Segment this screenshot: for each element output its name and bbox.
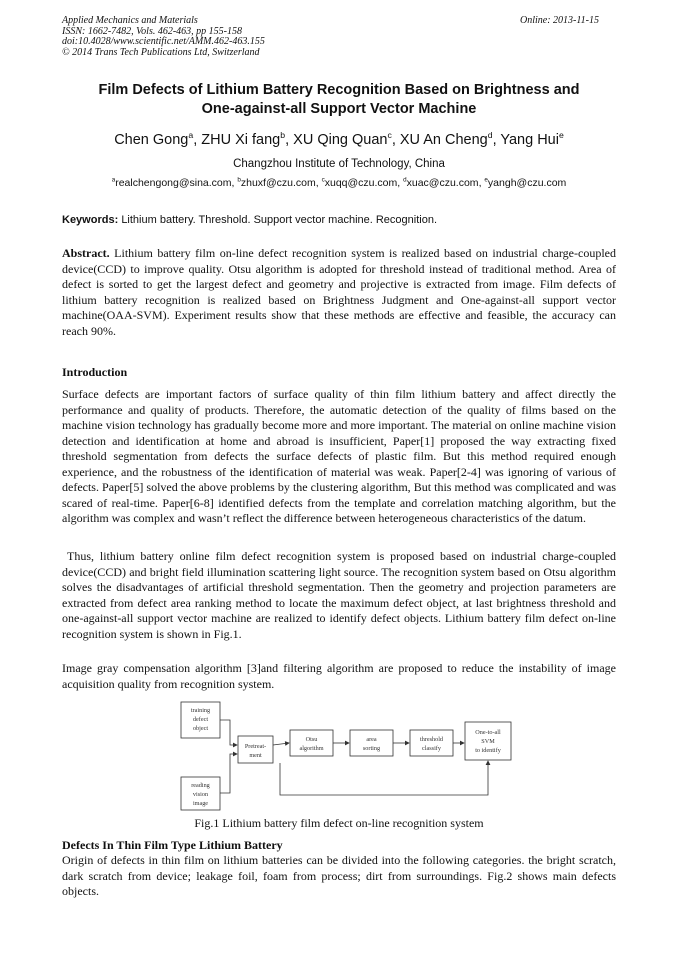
affiliation: Changzhou Institute of Technology, China — [233, 158, 445, 170]
threshold-box — [410, 730, 453, 756]
journal-header — [62, 16, 265, 58]
reading-label-2: vision — [192, 791, 209, 798]
author: Yang Hui$^e$ — [500, 130, 564, 148]
svm-label-3: to identify — [475, 747, 501, 754]
area-label-2: sorting — [362, 745, 381, 752]
paper-title — [62, 81, 616, 119]
author: XU Qing Quan$^c$, — [293, 130, 400, 148]
abstract-label: Abstract. — [62, 246, 110, 260]
arrow-training-to-pretreat — [220, 720, 237, 745]
svm-label-2: SVM — [481, 738, 495, 745]
figure-1-caption: Fig.1 Lithium battery film defect on-line recognition system — [194, 816, 484, 830]
author: ZHU Xi fang$^b$, — [201, 130, 294, 148]
intro-paragraph-3: Image gray compensation algorithm [3]and filtering algorithm are proposed to reduce the instability of image acquisition quality from recognition system. — [62, 661, 616, 691]
arrow-pretreat-to-otsu — [273, 743, 289, 745]
email: $^d$xuac@czu.com, — [403, 176, 485, 189]
email: $^e$yangh@czu.com — [484, 176, 567, 189]
arrow-reading-to-pretreat — [220, 754, 237, 793]
abstract — [62, 246, 616, 339]
email-list — [62, 176, 616, 191]
otsu-label-2: algorithm — [299, 745, 324, 752]
title-line-1: Film Defects of Lithium Battery Recognition Based on Brightness and — [98, 82, 580, 98]
author-list — [62, 130, 616, 150]
intro-paragraph-1: Surface defects are important factors of surface quality of thin film lithium battery and affect directly the performance and quality of products. Therefore, the automatic detection of the quality of films based on the machine vision technology has gradually become more and more important. The material on online machine vision detection and identification at home and abroad is insufficient, Paper[1] proposed the way extracting fixed threshold segmentation from defects the surface defects of plastic film. But this method required enough experience, and the robustness of the identification of material was weak. Paper[2-4] was ignoring of various of defects. Paper[5] solved the above problems by the clustering algorithm, But this method was complicated and was scared of real-time. Paper[6-8] identified defects from the template and correlation matching algorithm, but the algorithm was complex and wasn’t reflect the difference between heterogeneous characteristics of the datum. — [62, 387, 616, 525]
keywords — [62, 213, 616, 228]
journal-name: Applied Mechanics and Materials — [62, 15, 198, 26]
area-sorting-box — [350, 730, 393, 756]
reading-label-3: image — [192, 800, 209, 807]
author: Chen Gong$^a$, — [114, 130, 202, 148]
otsu-label-1: Otsu — [305, 736, 318, 743]
email: $^c$xuqq@czu.com, — [321, 176, 404, 189]
keywords-label: Keywords: — [62, 214, 119, 226]
svm-label-1: One-to-all — [475, 729, 501, 736]
otsu-box — [290, 730, 333, 756]
area-label-1: area — [366, 736, 377, 743]
threshold-label-2: classify — [422, 745, 441, 752]
figure-1-diagram — [150, 697, 520, 812]
email: $^a$realchengong@sina.com, — [111, 176, 238, 189]
defects-paragraph-1: Origin of defects in thin film on lithium batteries can be divided into the following categories. the bright scratch, dark scratch from device; leakage foil, foam from process; dirt from surroundings. Fig.2 shows main defects objects. — [62, 853, 616, 898]
pretreat-label-2: ment — [249, 752, 262, 759]
email: $^b$zhuxf@czu.com, — [237, 176, 322, 189]
pretreat-label-1: Pretreat- — [244, 743, 267, 750]
online-date: Online: 2013-11-15 — [520, 15, 599, 26]
training-label-3: object — [192, 725, 209, 732]
author: XU An Cheng$^d$, — [399, 130, 501, 148]
keywords-text: Lithium battery. Threshold. Support vector machine. Recognition. — [121, 214, 438, 226]
reading-label-1: reading — [191, 782, 210, 789]
section-heading-defects: Defects In Thin Film Type Lithium Battery — [62, 838, 283, 852]
training-label-1: training — [190, 707, 211, 714]
title-line-2: One-against-all Support Vector Machine — [201, 101, 477, 117]
copyright-line: © 2014 Trans Tech Publications Ltd, Switzerland — [62, 46, 260, 58]
abstract-text: Lithium battery film on-line defect recognition system is realized based on industrial charge-coupled device(CCD) to improve quality. Otsu algorithm is adopted for threshold instead of traditional method. Area of defect is sorted to get the largest defect and geometry and projective is extracted from image. Film defects of lithium battery recognition is realized based on Brightness Judgment and One-against-all support vector machine(OAA-SVM). Experiment results show that these methods are effective and feasible, the accuracy can reach 90%. — [62, 246, 616, 338]
doi-line: doi:10.4028/www.scientific.net/AMM.462-463.155 — [62, 36, 265, 48]
threshold-label-1: threshold — [419, 736, 444, 743]
issn-line: ISSN: 1662-7482, Vols. 462-463, pp 155-158 — [62, 25, 242, 37]
section-heading-introduction: Introduction — [62, 365, 128, 379]
training-label-2: defect — [192, 716, 209, 723]
arrow-feedback-to-svm — [280, 761, 488, 795]
intro-paragraph-2: Thus, lithium battery online film defect recognition system is proposed based on industrial charge-coupled device(CCD) and bright field illumination scattering light source. The recognition system based on Otsu algorithm solves the disadvantages of artificial threshold segmentation. Then the geometry and projection parameters are extracted from defect area ranking method to locate the maximum defect object, at last brightness threshold and one-against-all support vector machine are realized to identify defect objects. Lithium battery film defect on-line recognition system is shown in Fig.1. — [62, 549, 616, 641]
